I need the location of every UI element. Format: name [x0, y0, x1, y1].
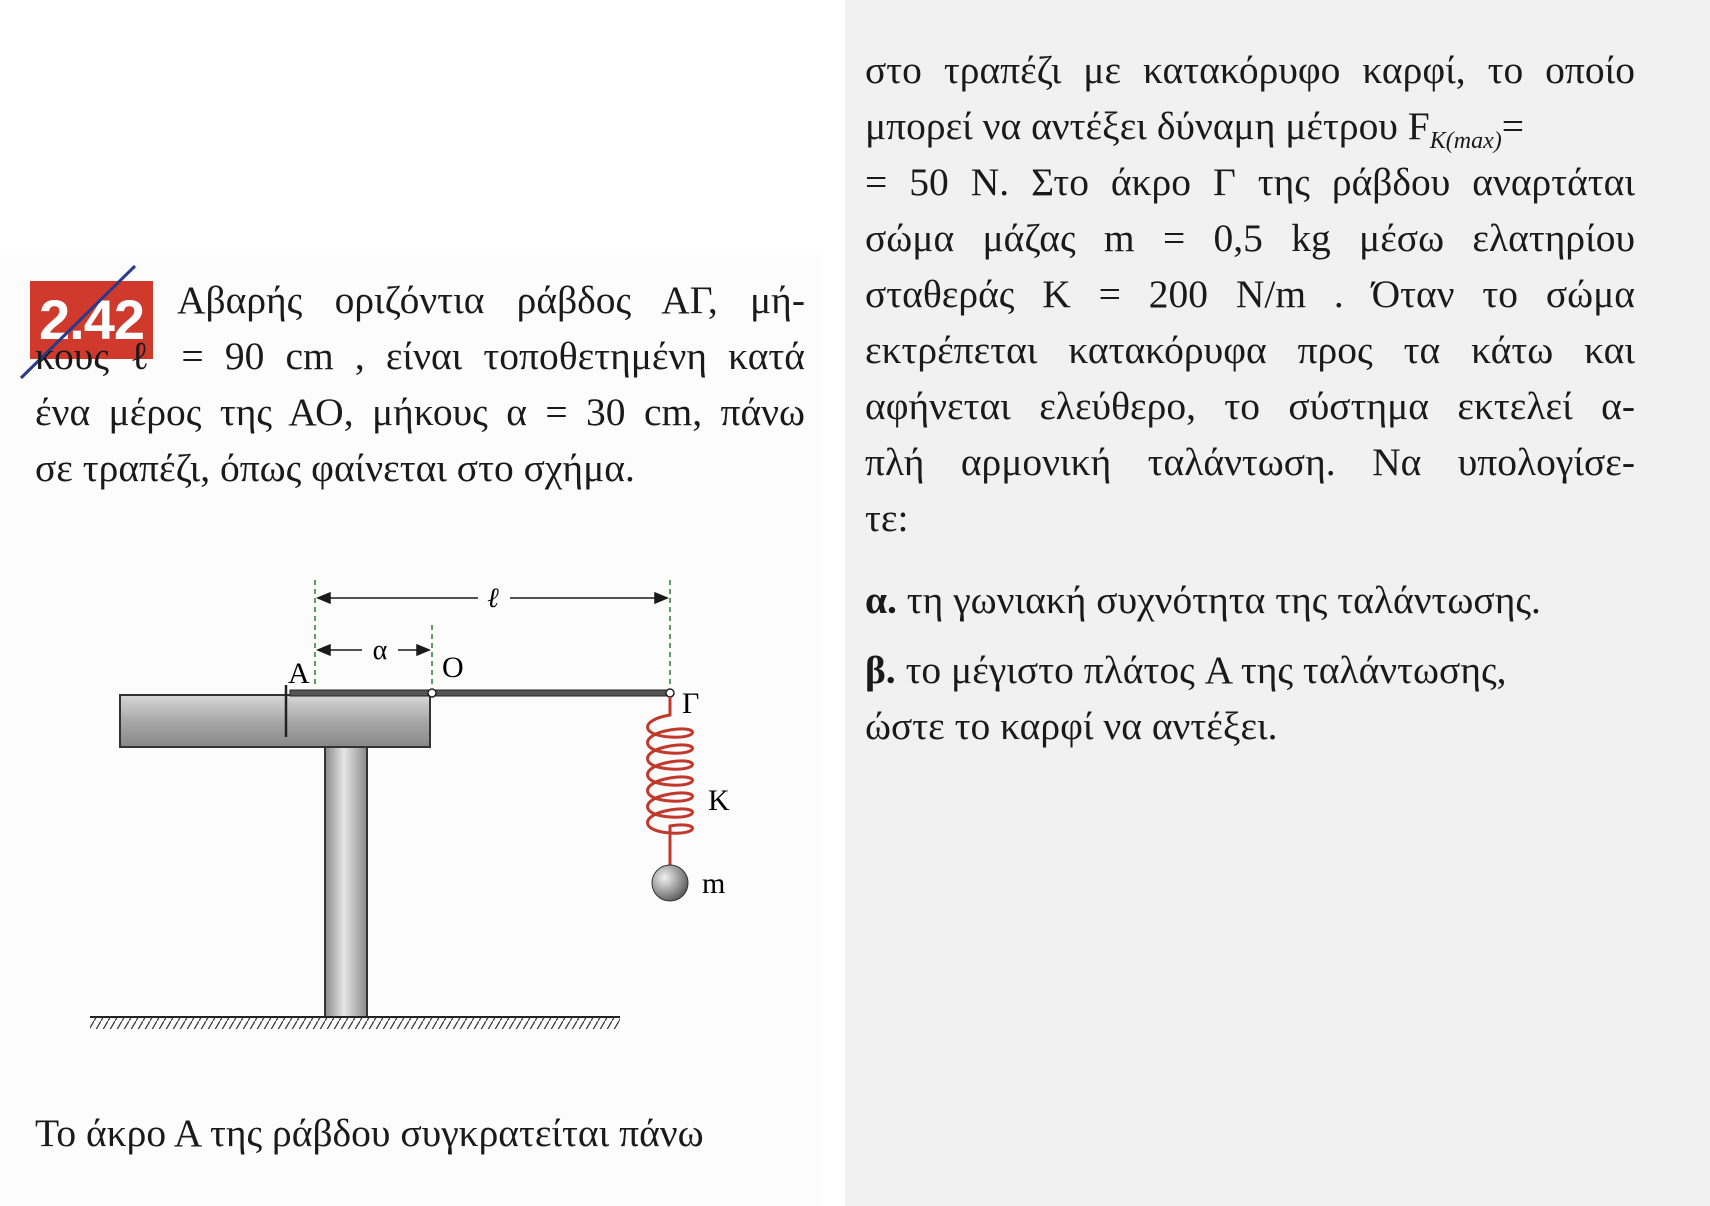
intro-continuation-line: Το άκρο Α της ράβδου συγκρατείται πάνω: [35, 1111, 704, 1155]
continuation-line-5: σταθεράς K = 200 N/m . Όταν το σώμα: [865, 272, 1635, 316]
figure-rod-table-spring: [80, 565, 730, 1065]
intro-line-2: κους ℓ = 90 cm , είναι τοποθετημένη κατά: [35, 334, 805, 378]
force-equals-sign: =: [1501, 104, 1525, 148]
problem-number-badge: 2.42: [30, 281, 153, 359]
table-top: [120, 695, 430, 747]
point-o-label: O: [442, 651, 464, 684]
question-b-text-line-1: το μέγιστο πλάτος A της ταλάντωσης,: [905, 648, 1507, 692]
rod: [290, 690, 670, 696]
continuation-line-7: αφήνεται ελεύθερο, το σύστημα εκτελεί α-: [865, 384, 1635, 428]
mass-ball: [652, 865, 688, 901]
question-a-label: α.: [865, 578, 897, 622]
continuation-line-8: πλή αρμονική ταλάντωση. Να υπολογίσε-: [865, 440, 1635, 484]
question-a: [865, 572, 1635, 628]
continuation-line-9: τε:: [865, 496, 909, 540]
point-o-marker: [428, 689, 436, 697]
mass-label: m: [702, 867, 726, 900]
intro-line-4: σε τραπέζι, όπως φαίνεται στο σχήμα.: [35, 446, 635, 490]
continuation-line-4: σώμα μάζας m = 0,5 kg μέσω ελατηρίου: [865, 216, 1635, 260]
ground-hatch: [90, 1017, 620, 1029]
spring-constant-label: K: [708, 784, 730, 817]
length-label: ℓ: [487, 583, 499, 614]
question-b: [865, 642, 1635, 698]
force-subscript: K(max): [1429, 127, 1502, 154]
alpha-label: α: [372, 635, 388, 666]
continuation-line-2-text: μπορεί να αντέξει δύναμη μέτρου F: [865, 104, 1430, 148]
question-a-text: τη γωνιακή συχνότητα της ταλάντωσης.: [906, 578, 1541, 622]
question-b-line-2: ώστε το καρφί να αντέξει.: [865, 704, 1278, 748]
point-gamma-marker: [666, 689, 674, 697]
spring: [648, 697, 693, 865]
point-a-label: A: [288, 657, 310, 690]
continuation-line-3: = 50 Ν. Στο άκρο Γ της ράβδου αναρτάται: [865, 160, 1635, 204]
continuation-line-1: στο τραπέζι με κατακόρυφο καρφί, το οποίο: [865, 48, 1635, 92]
intro-line-1: Αβαρής οριζόντια ράβδος ΑΓ, μή-: [177, 278, 805, 322]
question-b-label: β.: [865, 648, 896, 692]
table-leg: [325, 747, 367, 1017]
point-gamma-label: Γ: [682, 687, 700, 720]
intro-line-3: ένα μέρος της ΑΟ, μήκους α = 30 cm, πάνω: [35, 390, 805, 434]
continuation-line-6: εκτρέπεται κατακόρυφα προς τα κάτω και: [865, 328, 1635, 372]
